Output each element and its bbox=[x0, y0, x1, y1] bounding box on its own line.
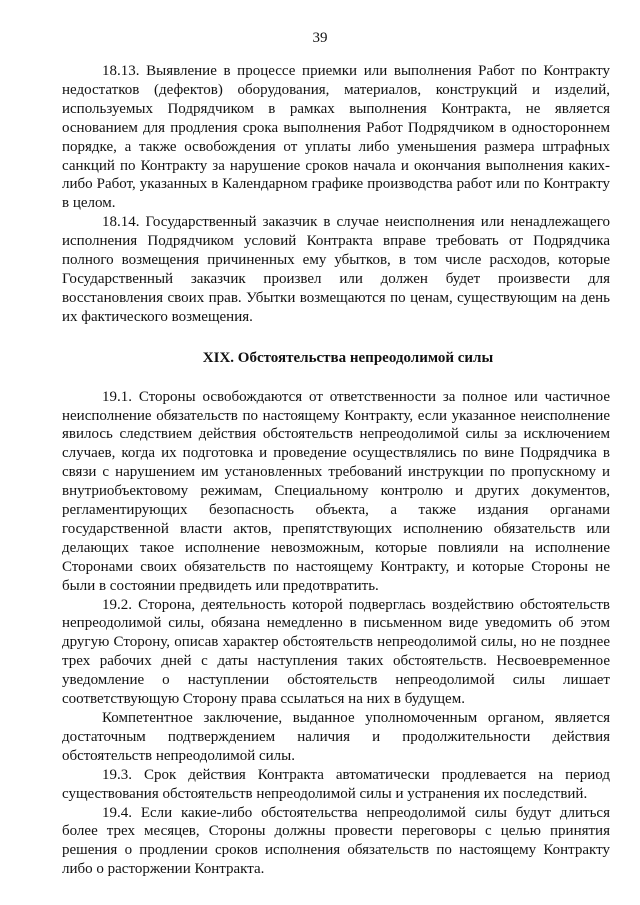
paragraph-19-3: 19.3. Срок действия Контракта автоматически продлевается на период существования обстоятельств непреодолимой силы и устранения их последствий. bbox=[62, 766, 610, 802]
section-heading: XIX. Обстоятельства непреодолимой силы bbox=[202, 349, 494, 366]
paragraph-19-2: 19.2. Сторона, деятельность которой подверглась воздействию обстоятельств непреодолимой силы, обязана немедленно в письменном виде уведомить об этом другую Сторону, описав характер обстоятельств непреодолимой силы, но не позднее трех рабочих дней с даты наступления таких обстоятельств. Несвоевременное уведомление о наступлении обстоятельств непреодолимой силы лишает соответствующую Сторону права ссылаться на них в будущем. bbox=[62, 596, 610, 708]
page-number: 39 bbox=[312, 30, 328, 46]
paragraph-19-4: 19.4. Если какие-либо обстоятельства непреодолимой силы будут длиться более трех месяцев, Стороны должны провести переговоры с целью принятия решения о продлении сроков исполнения обязательств по настоящему Контракту либо о расторжении Контракта. bbox=[62, 804, 610, 878]
paragraph-18-14: 18.14. Государственный заказчик в случае неисполнения или ненадлежащего исполнения Подрядчиком условий Контракта вправе требовать от Подрядчика полного возмещения причиненных ему убытков, в том числе расходов, которые Государственный заказчик произвел или должен будет произвести для восстановления своих прав. Убытки возмещаются по ценам, существующим на день их фактического возмещения. bbox=[62, 214, 610, 325]
paragraph-19-1: 19.1. Стороны освобождаются от ответственности за полное или частичное неисполнение обязательств по настоящему Контракту, если указанное неисполнение явилось следствием действия обстоятельств непреодолимой силы за исключением случаев, когда их подготовка и проведение осуществлялись по вине Подрядчика в связи с нарушением им установленных требований инструкции по пропускному и внутриобъектовому режимам, Специальному контролю и других документов, регламентирующих безопасность объекта, а также издания органами государственной власти актов, препятствующих исполнению обязательств или делающих такое исполнение невозможным, которые повлияли на исполнение Сторонами своих обязательств по настоящему Контракту, и которые Стороны не были в состоянии предвидеть или предотвратить. bbox=[62, 388, 610, 594]
paragraph-19-2-note: Компетентное заключение, выданное уполномоченным органом, является достаточным подтверждением наличия и продолжительности действия обстоятельств непреодолимой силы. bbox=[62, 710, 610, 764]
paragraph-18-13: 18.13. Выявление в процессе приемки или выполнения Работ по Контракту недостатков (дефектов) оборудования, материалов, конструкций и изделий, используемых Подрядчиком в рамках выполнения Контракта, не является основанием для продления срока выполнения Работ Подрядчиком в одностороннем порядке, а также освобождения от уплаты либо уменьшения размера штрафных санкций по Контракту за нарушение сроков начала и окончания выполнения каких-либо Работ, указанных в Календарном графике производства работ или по Контракту в целом. bbox=[62, 63, 610, 212]
document-body bbox=[62, 62, 610, 879]
